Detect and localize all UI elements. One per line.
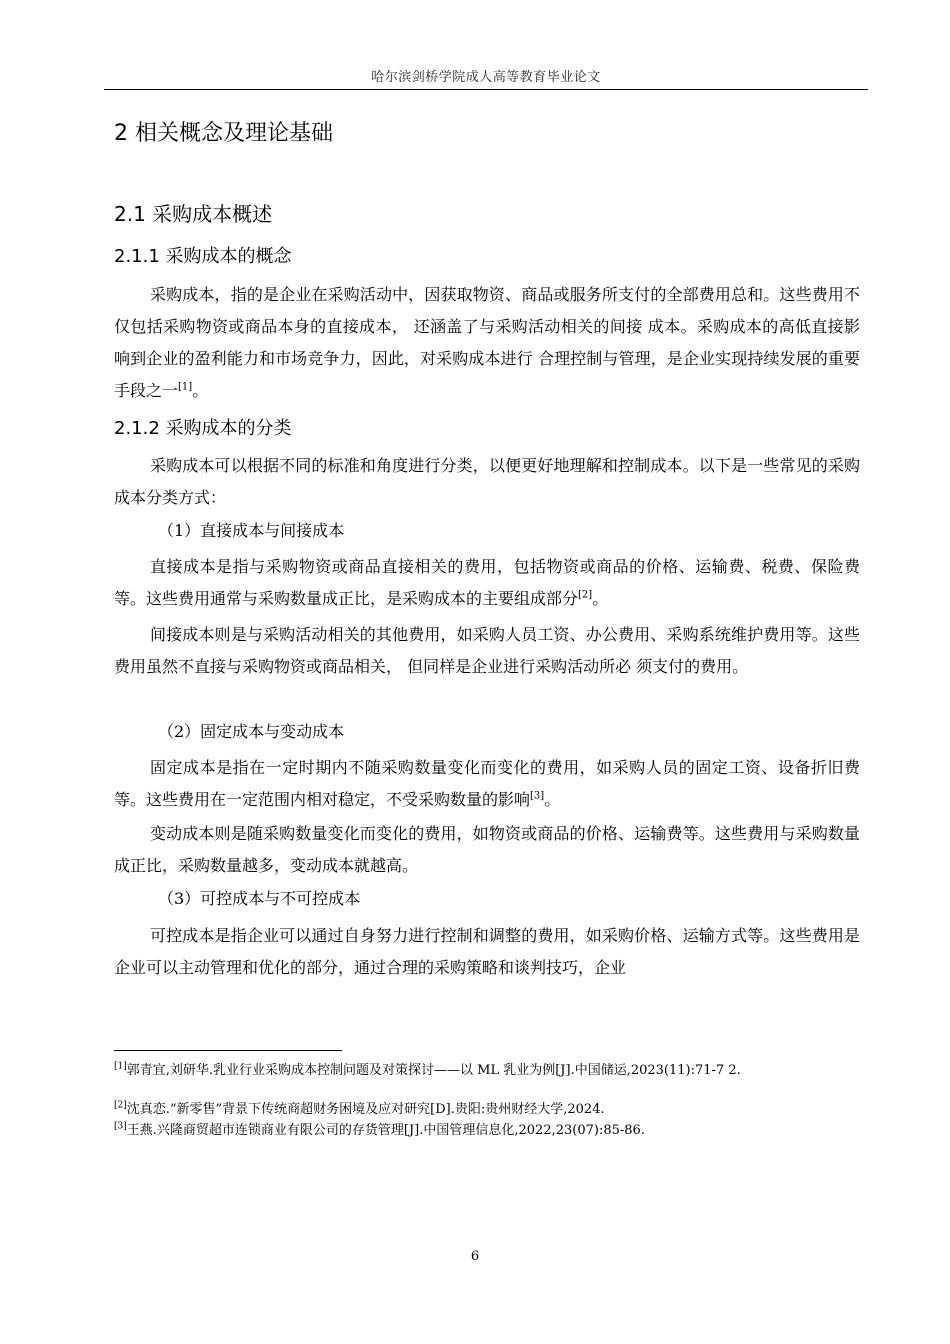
footnote-ref-2[interactable]: [2] <box>578 589 593 601</box>
footnote-ref-1[interactable]: [1] <box>178 381 193 393</box>
list-item-3: （3）可控成本与不可控成本 <box>158 889 361 908</box>
header-rule <box>104 89 868 90</box>
section-heading-2-1-1: 2.1.1 采购成本的概念 <box>114 246 292 267</box>
running-header: 哈尔滨剑桥学院成人高等教育毕业论文 <box>371 70 601 85</box>
paragraph-direct-cost: 直接成本是指与采购物资或商品直接相关的费用，包括物资或商品的价格、运输费、税费、保险费等。这些费用通常与采购数量成正比，是采购成本的主要组成部分[2]。 <box>114 557 860 608</box>
footnote-2: [2]沈真恋.“新零售”背景下传统商超财务困境及应对研究[D].贵阳:贵州财经大学,2024. <box>114 1100 605 1117</box>
footnote-separator <box>114 1050 342 1051</box>
list-item-1: （1）直接成本与间接成本 <box>158 521 345 540</box>
paragraph-purchase-cost-concept: 采购成本，指的是企业在采购活动中，因获取物资、商品或服务所支付的全部费用总和。这些费用不仅包括采购物资或商品本身的直接成本， 还涵盖了与采购活动相关的间接 成本。采购成本的高低直接影响到企业的盈利能力和市场竞争力，因此，对采购成本进行 合理控制与管理，是企业实现持续发展的重要手段之一[1]。 <box>114 285 860 400</box>
footnote-ref-3[interactable]: [3] <box>530 790 545 802</box>
chapter-title: 2 相关概念及理论基础 <box>114 121 333 146</box>
section-heading-2-1-2: 2.1.2 采购成本的分类 <box>114 418 292 439</box>
paragraph-variable-cost: 变动成本则是随采购数量变化而变化的费用，如物资或商品的价格、运输费等。这些费用与采购数量成正比，采购数量越多，变动成本就越高。 <box>114 824 860 875</box>
page-number: 6 <box>470 1249 480 1264</box>
paragraph-classification-intro: 采购成本可以根据不同的标准和角度进行分类，以便更好地理解和控制成本。以下是一些常见的采购成本分类方式： <box>114 456 860 507</box>
paragraph-controllable-cost: 可控成本是指企业可以通过自身努力进行控制和调整的费用，如采购价格、运输方式等。这些费用是企业可以主动管理和优化的部分，通过合理的采购策略和谈判技巧，企业 <box>114 926 860 977</box>
paragraph-indirect-cost: 间接成本则是与采购活动相关的其他费用，如采购人员工资、办公费用、采购系统维护费用等。这些费用虽然不直接与采购物资或商品相关， 但同样是企业进行采购活动所必 须支付的费用。 <box>114 625 860 676</box>
footnote-3: [3]王燕.兴隆商贸超市连锁商业有限公司的存货管理[J].中国管理信息化,2022,23(07):85-86. <box>114 1121 645 1138</box>
footnote-1: [1]郭青宜,刘研华.乳业行业采购成本控制问题及对策探讨——以 ML 乳业为例[J].中国储运,2023(11):71-7 2. <box>114 1061 741 1078</box>
list-item-2: （2）固定成本与变动成本 <box>158 722 345 741</box>
paragraph-fixed-cost: 固定成本是指在一定时期内不随采购数量变化而变化的费用，如采购人员的固定工资、设备折旧费等。这些费用在一定范围内相对稳定，不受采购数量的影响[3]。 <box>114 758 860 809</box>
section-heading-2-1: 2.1 采购成本概述 <box>114 202 273 226</box>
